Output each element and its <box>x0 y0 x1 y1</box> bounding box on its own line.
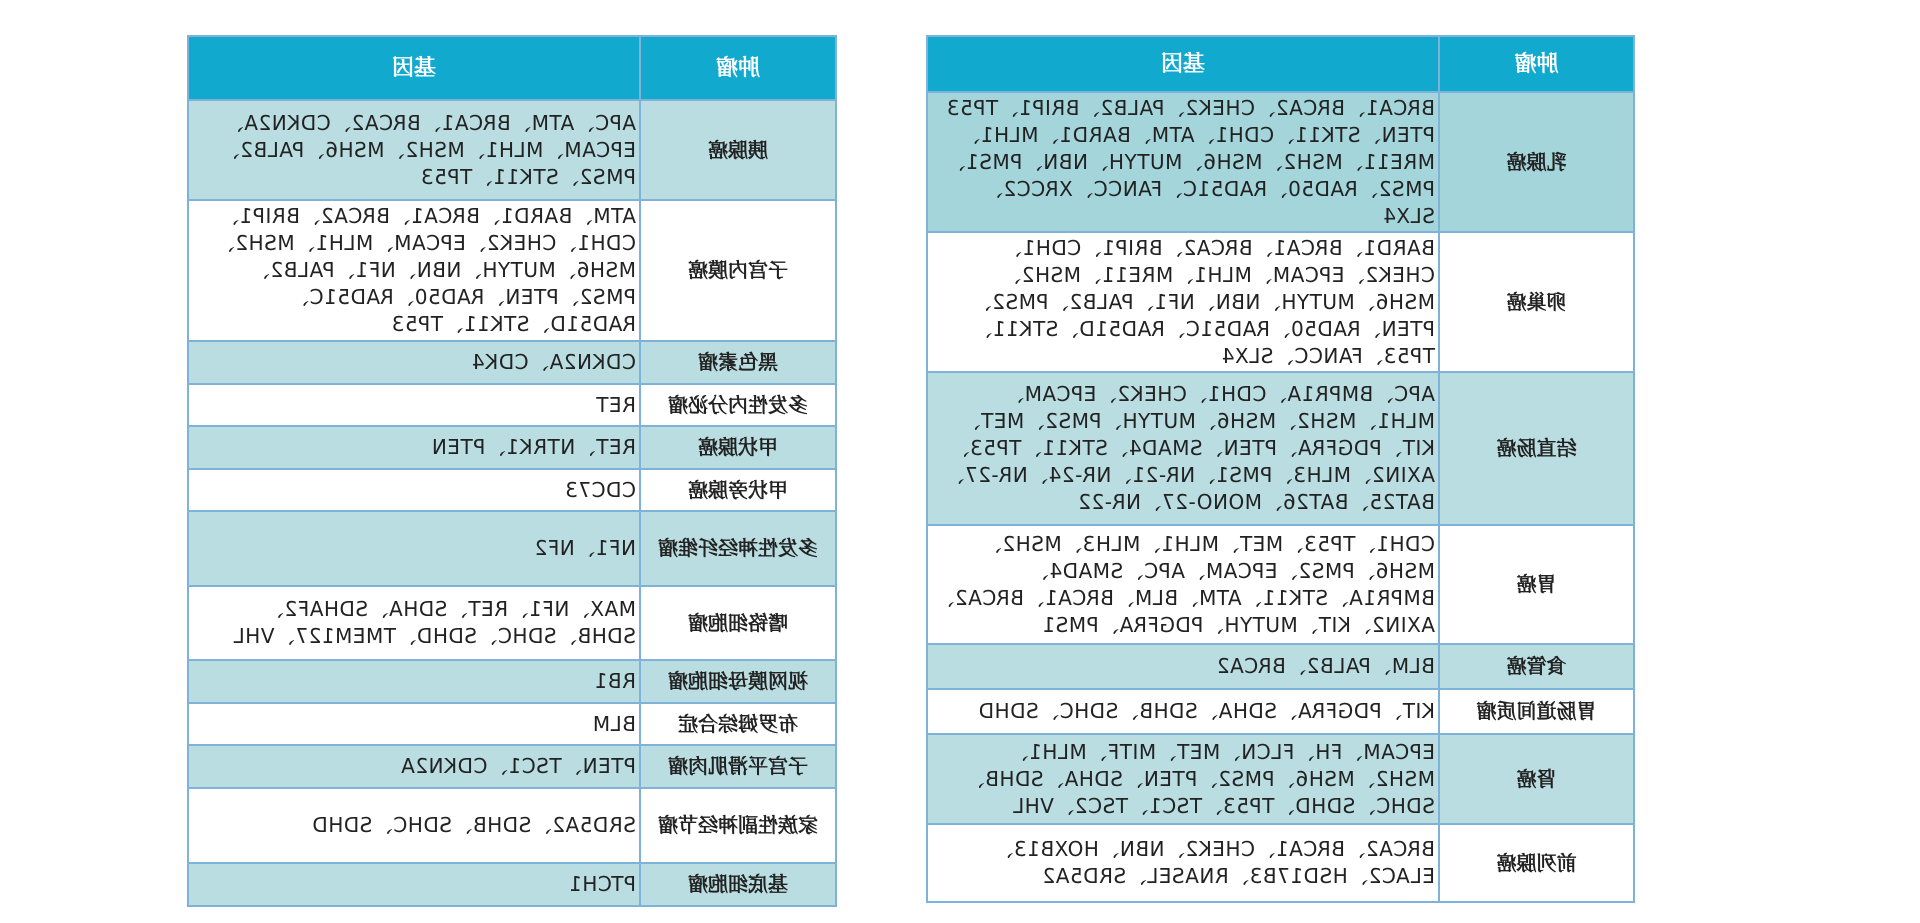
gene-list: CDKN2A、CDK4 <box>188 341 640 384</box>
table-row <box>927 644 1634 689</box>
table-row <box>188 200 836 341</box>
tumor-name: 胃癌 <box>1439 525 1634 644</box>
table-row <box>927 734 1634 824</box>
tumor-name: 前列腺癌 <box>1439 824 1634 902</box>
genes-column-header: 基因 <box>927 36 1439 92</box>
gene-list: NF1、NF2 <box>188 511 640 586</box>
tumor-name: 多发性内分泌瘤 <box>640 384 836 426</box>
tumor-name: 基底细胞瘤 <box>640 863 836 906</box>
tumor-name: 家族性副神经节瘤 <box>640 788 836 863</box>
gene-list: RET <box>188 384 640 426</box>
gene-list: BLM、PALB2、BRCA2 <box>927 644 1439 689</box>
table-row <box>927 92 1634 232</box>
table-row <box>927 232 1634 372</box>
gene-list: CDH1、TP53、MET、MLH1、MLH3、MSH2、MSH6、PMS2、EPCAM、APC、SMAD4、BMPR1A、STK11、ATM、BLM、BRCA1、BRCA2、AXIN2、KIT、MUTYH、PDGFRA、PMS1 <box>927 525 1439 644</box>
gene-list: BARD1、BRCA1、BRCA2、BRIP1、CDH1、CHEK2、EPCAM、MLH1、MRE11、MSH2、MSH6、MUTYH、NBN、NF1、PALB2、PMS2、PTEN、RAD50、RAD51C、RAD51D、STK11、TP53、FANCC、SLX4 <box>927 232 1439 372</box>
gene-list: APC、BMPR1A、CDH1、CHEK2、EPCAM、MLH1、MSH2、MSH6、MUTYH、PMS2、MET、KIT、PDGFRA、PTEN、SMAD4、STK11、TP53、AXIN2、MLH3、PMS1、NR-21、NR-24、NR-27、BAT25、BAT26、MONO-27、NR-22 <box>927 372 1439 525</box>
tumor-name: 肾癌 <box>1439 734 1634 824</box>
tumor-name: 黑色素瘤 <box>640 341 836 384</box>
table-row <box>188 511 836 586</box>
table-row <box>927 525 1634 644</box>
table-row <box>188 660 836 703</box>
table-header-row <box>927 36 1634 92</box>
table-row <box>188 745 836 788</box>
table-row <box>927 689 1634 734</box>
gene-list: EPCAM、FH、FLCN、MET、MITF、MLH1、MSH2、MSH6、PMS2、PTEN、SDHA、SDHB、SDHC、SDHD、TP53、TSC1、TSC2、VHL <box>927 734 1439 824</box>
gene-list: SRD5A2、SDHB、SDHC、SDHD <box>188 788 640 863</box>
tumor-name: 嗜铬细胞瘤 <box>640 586 836 660</box>
tumor-name: 胰腺癌 <box>640 100 836 200</box>
gene-table-1 <box>926 35 1635 903</box>
gene-list: APC、ATM、BRCA1、BRCA2、CDKN2A、EPCAM、MLH1、MSH2、MSH6、PALB2、PMS2、STK11、TP53 <box>188 100 640 200</box>
gene-list: RET、NTRK1、PTEN <box>188 426 640 469</box>
table-row <box>188 426 836 469</box>
tumor-name: 甲状腺癌 <box>640 426 836 469</box>
table-row <box>188 586 836 660</box>
tumor-name: 甲状旁腺癌 <box>640 469 836 511</box>
table-row <box>188 469 836 511</box>
gene-table-2 <box>187 35 837 907</box>
table-row <box>927 372 1634 525</box>
table-header-row <box>188 36 836 100</box>
tumor-name: 子宫平滑肌肉瘤 <box>640 745 836 788</box>
table-row <box>188 341 836 384</box>
table-row <box>188 703 836 745</box>
table-row <box>188 788 836 863</box>
gene-list: BRCA2、BRCA1、CHEK2、NBN、HOXB13、ELAC2、HSD17B3、RNASEL、SRD5A2 <box>927 824 1439 902</box>
tumor-name: 结直肠癌 <box>1439 372 1634 525</box>
tumor-name: 卵巢癌 <box>1439 232 1634 372</box>
table-row <box>188 384 836 426</box>
tumor-name: 布罗姆综合症 <box>640 703 836 745</box>
gene-list: PTCH1 <box>188 863 640 906</box>
table-row <box>188 100 836 200</box>
gene-list: BLM <box>188 703 640 745</box>
gene-list: CDC73 <box>188 469 640 511</box>
tumor-name: 多发性神经纤维瘤 <box>640 511 836 586</box>
gene-list: KIT、PDGFRA、SDHA、SDHB、SDHC、SDHD <box>927 689 1439 734</box>
gene-list: ATM、BARD1、BRCA1、BRCA2、BRIP1、CDH1、CHEK2、EPCAM、MLH1、MSH2、MSH6、MUTYH、NBN、NF1、PALB2、PMS2、PTEN、RAD50、RAD51C、RAD51D、STK11、TP53 <box>188 200 640 341</box>
tumor-column-header: 肿瘤 <box>1439 36 1634 92</box>
tumor-name: 子宫内膜癌 <box>640 200 836 341</box>
gene-list: BRCA1、BRCA2、CHEK2、PALB2、BRIP1、TP53 PTEN、STK11、CDH1、ATM、BARD1、MLH1、MRE11、MSH2、MSH6、MUTYH、NBN、PMS1、PMS2、RAD50、RAD51C、FANCC、XRCC2、SLX4 <box>927 92 1439 232</box>
gene-list: MAX、NF1、RET、SDHA、SDHAF2、SDHB、SDHC、SDHD、TMEM127、VHL <box>188 586 640 660</box>
tumor-name: 食管癌 <box>1439 644 1634 689</box>
genes-column-header: 基因 <box>188 36 640 100</box>
table-row <box>188 863 836 906</box>
tumor-name: 胃肠道间质瘤 <box>1439 689 1634 734</box>
tumor-column-header: 肿瘤 <box>640 36 836 100</box>
tumor-name: 乳腺癌 <box>1439 92 1634 232</box>
tumor-name: 视网膜母细胞瘤 <box>640 660 836 703</box>
gene-list: RB1 <box>188 660 640 703</box>
gene-list: PTEN、TSC1、CDKN2A <box>188 745 640 788</box>
table-row <box>927 824 1634 902</box>
